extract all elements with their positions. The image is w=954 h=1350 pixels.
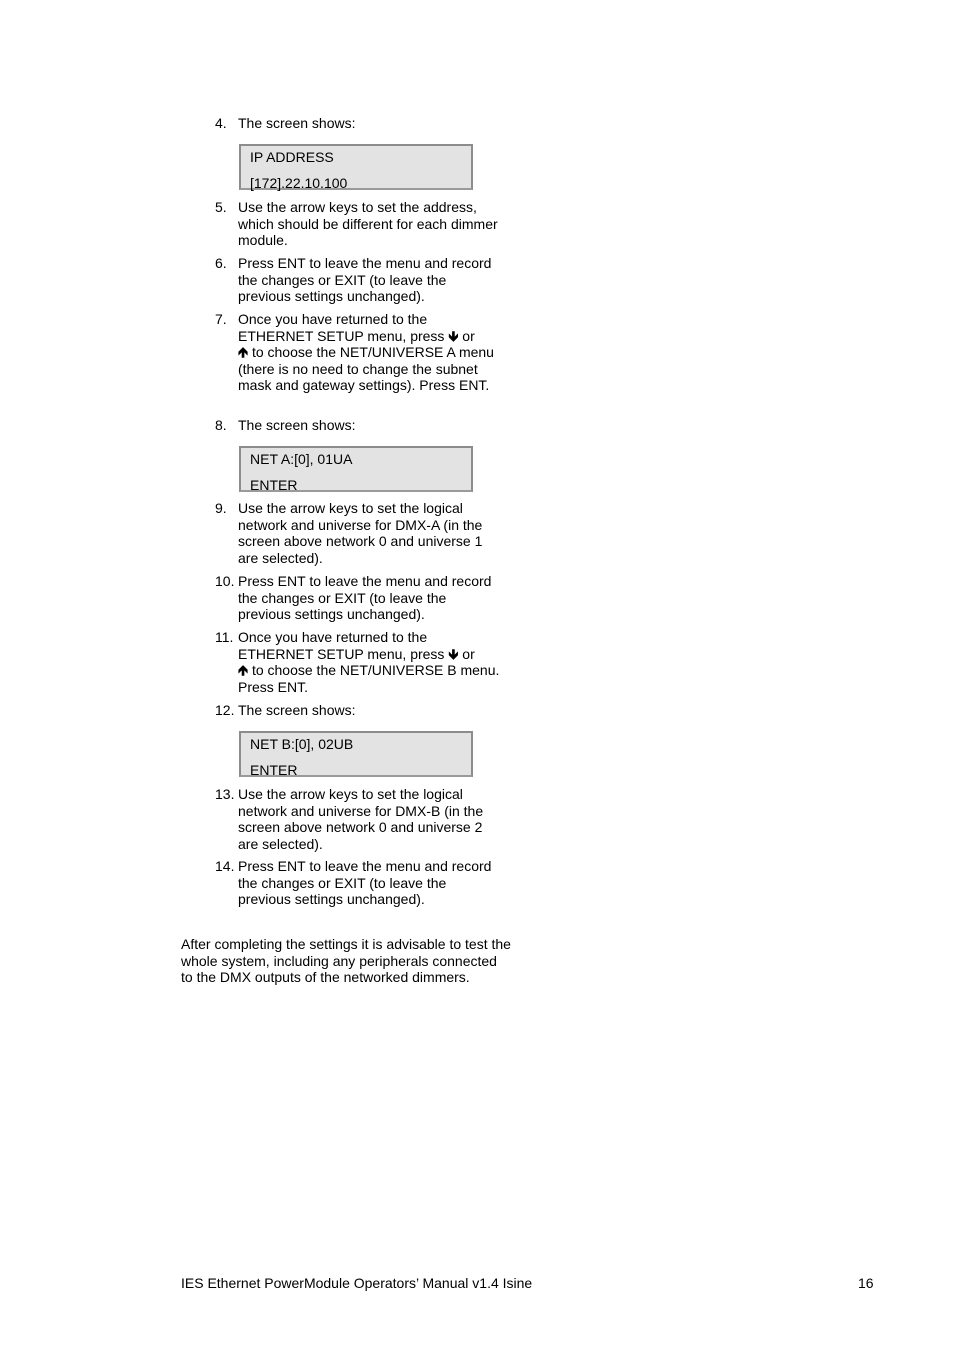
down-arrow-icon: 🡻 — [448, 327, 459, 344]
step-number: 7. — [215, 311, 227, 327]
step-text-post: to choose the NET/UNIVERSE B menu. Press ENT. — [238, 662, 500, 695]
step-text-mid: or — [462, 327, 475, 344]
footer-title: IES Ethernet PowerModule Operators’ Manual v1.4 Isine — [181, 1275, 533, 1291]
step-number: 5. — [215, 199, 227, 215]
lcd-screen-net-b — [239, 731, 473, 777]
step-text: Press ENT to leave the menu and record the changes or EXIT (to leave the previous settings unchanged). — [238, 573, 492, 622]
step-text: Use the arrow keys to set the logical network and universe for DMX-A (in the screen above network 0 and universe 1 are selected). — [238, 500, 483, 566]
step-text: Press ENT to leave the menu and record the changes or EXIT (to leave the previous settings unchanged). — [238, 255, 492, 304]
step-number: 6. — [215, 255, 227, 271]
step-text-pre: Once you have returned to the ETHERNET SETUP menu, press — [238, 629, 445, 662]
step-number: 14. — [215, 858, 235, 874]
step-text: Press ENT to leave the menu and record the changes or EXIT (to leave the previous settings unchanged). — [238, 858, 492, 907]
step-text: The screen shows: — [238, 115, 356, 131]
step-text-post: to choose the NET/UNIVERSE A menu (there is no need to change the subnet mask and gateway settings). Press ENT. — [238, 344, 494, 393]
lcd-line-2: ENTER — [250, 762, 298, 778]
step-text — [238, 629, 500, 695]
lcd-line-1: IP ADDRESS — [250, 149, 334, 165]
step-number: 10. — [215, 573, 235, 589]
lcd-line-2: [172].22.10.100 — [250, 175, 348, 191]
step-text — [238, 311, 500, 394]
step-number: 12. — [215, 702, 235, 718]
closing-paragraph: After completing the settings it is advisable to test the whole system, including any peripherals connected to the DMX outputs of the networked dimmers. — [181, 936, 511, 985]
lcd-line-2: ENTER — [250, 477, 298, 493]
step-text-pre: Once you have returned to the ETHERNET SETUP menu, press — [238, 311, 445, 344]
lcd-line-1: NET B:[0], 02UB — [250, 736, 354, 752]
up-arrow-icon: 🡹 — [238, 662, 249, 678]
step-text-mid: or — [462, 645, 475, 662]
down-arrow-icon: 🡻 — [448, 645, 459, 662]
step-number: 9. — [215, 500, 227, 516]
step-number: 8. — [215, 417, 227, 433]
step-number: 4. — [215, 115, 227, 131]
step-text: Use the arrow keys to set the address, which should be different for each dimmer module. — [238, 199, 498, 248]
step-text: The screen shows: — [238, 702, 356, 718]
lcd-screen-ip-address — [239, 144, 473, 190]
step-number: 11. — [215, 629, 234, 645]
lcd-line-1: NET A:[0], 01UA — [250, 451, 353, 467]
lcd-screen-net-a — [239, 446, 473, 492]
page-number: 16 — [858, 1275, 874, 1291]
up-arrow-icon: 🡹 — [238, 344, 249, 360]
step-text: The screen shows: — [238, 417, 356, 433]
step-number: 13. — [215, 786, 235, 802]
step-text: Use the arrow keys to set the logical network and universe for DMX-B (in the screen above network 0 and universe 2 are selected). — [238, 786, 484, 852]
